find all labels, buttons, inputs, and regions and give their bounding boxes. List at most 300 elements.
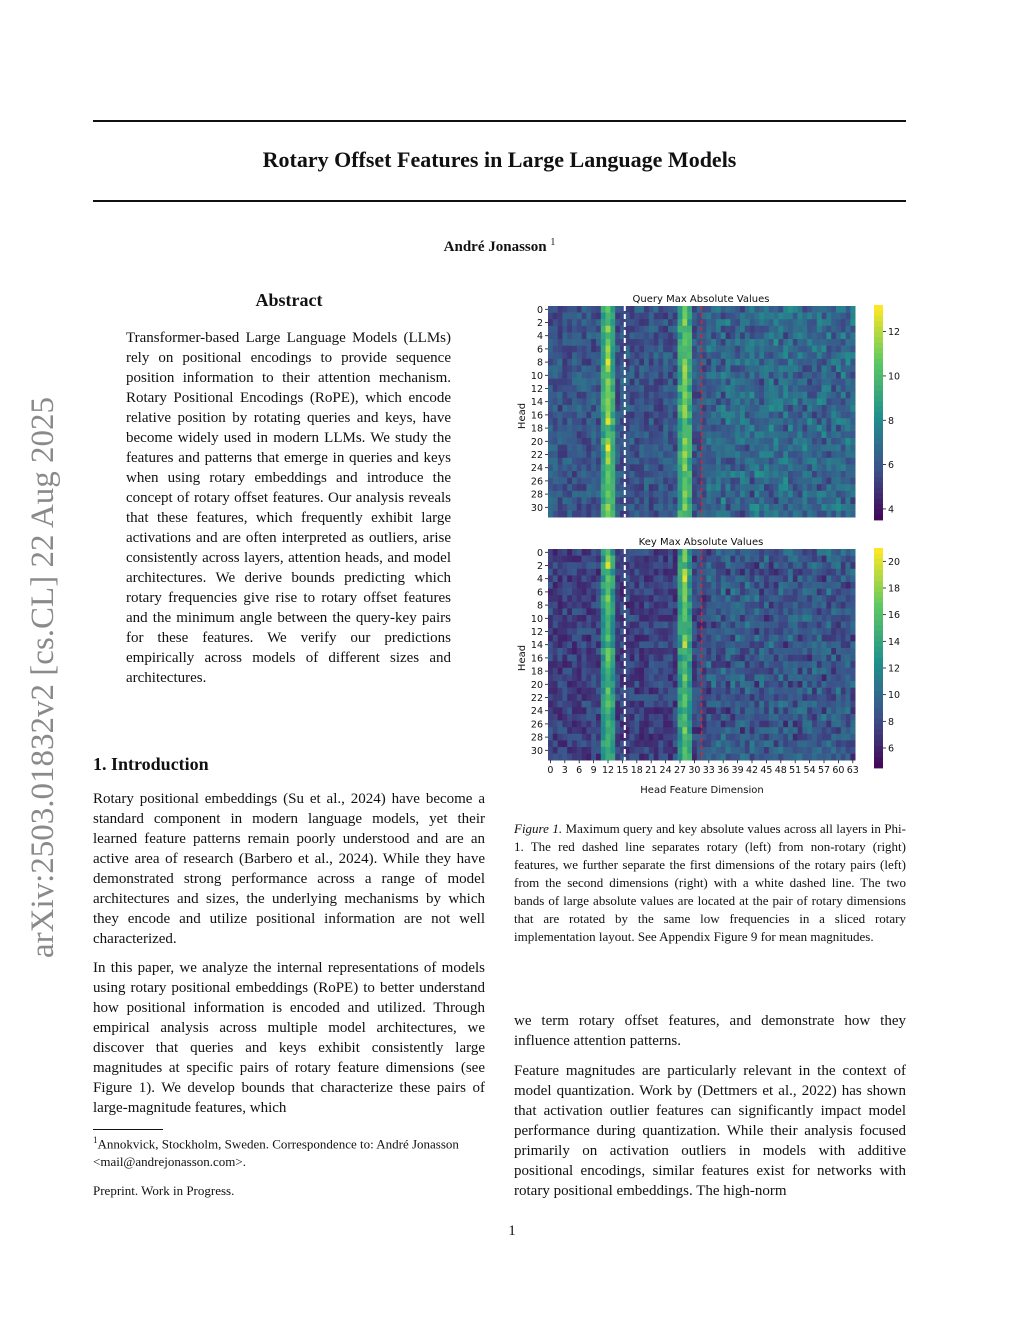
key-heatmap-cell xyxy=(606,721,611,728)
query-heatmap-cell xyxy=(759,491,764,498)
query-heatmap-cell xyxy=(654,497,659,504)
query-heatmap-cell xyxy=(596,319,601,326)
key-heatmap-cell xyxy=(798,628,803,635)
y-tick-label: 24 xyxy=(530,463,543,475)
key-heatmap-cell xyxy=(831,556,836,563)
key-heatmap-cell xyxy=(783,648,788,655)
query-heatmap-cell xyxy=(553,385,558,392)
query-heatmap-cell xyxy=(721,491,726,498)
key-heatmap-cell xyxy=(630,661,635,668)
query-heatmap-cell xyxy=(802,306,807,313)
query-heatmap-cell xyxy=(802,332,807,339)
query-heatmap-cell xyxy=(649,372,654,379)
query-heatmap-cell xyxy=(562,471,567,478)
query-heatmap-cell xyxy=(769,471,774,478)
key-heatmap-cell xyxy=(798,589,803,596)
query-heatmap-cell xyxy=(759,431,764,438)
key-heatmap-cell xyxy=(567,556,572,563)
query-heatmap-cell xyxy=(778,445,783,452)
query-heatmap-cell xyxy=(759,458,764,465)
key-heatmap-cell xyxy=(663,569,668,576)
query-heatmap-cell xyxy=(548,425,553,432)
query-heatmap-cell xyxy=(630,491,635,498)
query-heatmap-cell xyxy=(711,431,716,438)
query-heatmap-cell xyxy=(658,379,663,386)
query-heatmap-cell xyxy=(812,385,817,392)
query-heatmap-cell xyxy=(601,313,606,320)
key-heatmap-cell xyxy=(572,714,577,721)
query-heatmap-cell xyxy=(567,306,572,313)
query-heatmap-cell xyxy=(582,491,587,498)
key-heatmap-cell xyxy=(548,655,553,662)
query-heatmap-cell xyxy=(586,418,591,425)
query-heatmap-cell xyxy=(721,326,726,333)
query-heatmap-cell xyxy=(658,359,663,366)
key-heatmap-cell xyxy=(706,562,711,569)
query-heatmap-cell xyxy=(702,359,707,366)
query-heatmap-cell xyxy=(668,319,673,326)
key-heatmap-cell xyxy=(644,648,649,655)
key-heatmap-cell xyxy=(572,569,577,576)
key-heatmap-cell xyxy=(783,668,788,675)
query-heatmap-cell xyxy=(730,326,735,333)
key-heatmap-cell xyxy=(606,747,611,754)
query-heatmap-cell xyxy=(567,504,572,511)
key-heatmap-cell xyxy=(721,608,726,615)
query-heatmap-cell xyxy=(630,405,635,412)
key-heatmap-cell xyxy=(644,721,649,728)
query-heatmap-cell xyxy=(615,306,620,313)
key-heatmap-cell xyxy=(673,562,678,569)
key-heatmap-cell xyxy=(572,622,577,629)
key-heatmap-cell xyxy=(582,628,587,635)
key-heatmap-cell xyxy=(582,707,587,714)
query-heatmap-cell xyxy=(850,346,855,353)
query-heatmap-cell xyxy=(726,504,731,511)
key-heatmap-cell xyxy=(826,754,831,761)
key-heatmap-cell xyxy=(716,655,721,662)
query-heatmap-cell xyxy=(774,319,779,326)
key-heatmap-cell xyxy=(548,754,553,761)
query-heatmap-cell xyxy=(654,372,659,379)
key-heatmap-cell xyxy=(678,688,683,695)
key-heatmap-cell xyxy=(807,747,812,754)
key-heatmap-cell xyxy=(634,622,639,629)
key-heatmap-cell xyxy=(596,674,601,681)
query-heatmap-cell xyxy=(769,365,774,372)
query-heatmap-cell xyxy=(702,418,707,425)
key-heatmap-cell xyxy=(812,622,817,629)
key-heatmap-cell xyxy=(591,589,596,596)
query-heatmap-cell xyxy=(663,464,668,471)
key-heatmap-cell xyxy=(730,556,735,563)
query-heatmap-cell xyxy=(610,511,615,518)
query-heatmap-cell xyxy=(582,405,587,412)
key-heatmap-cell xyxy=(577,701,582,708)
key-heatmap-cell xyxy=(639,602,644,609)
key-heatmap-cell xyxy=(644,740,649,747)
query-heatmap-cell xyxy=(740,438,745,445)
query-heatmap-cell xyxy=(798,346,803,353)
key-heatmap-cell xyxy=(754,562,759,569)
query-heatmap-cell xyxy=(562,445,567,452)
query-heatmap-cell xyxy=(754,491,759,498)
query-heatmap-cell xyxy=(572,326,577,333)
query-heatmap-cell xyxy=(682,412,687,419)
query-heatmap-cell xyxy=(817,313,822,320)
query-heatmap-cell xyxy=(577,431,582,438)
query-heatmap-cell xyxy=(735,306,740,313)
key-heatmap-cell xyxy=(730,648,735,655)
key-heatmap-cell xyxy=(615,582,620,589)
key-heatmap-cell xyxy=(654,734,659,741)
key-heatmap-cell xyxy=(788,595,793,602)
key-heatmap-cell xyxy=(668,549,673,556)
query-heatmap-cell xyxy=(586,471,591,478)
query-heatmap-cell xyxy=(668,471,673,478)
key-heatmap-cell xyxy=(649,569,654,576)
key-heatmap-cell xyxy=(591,740,596,747)
key-heatmap-cell xyxy=(740,674,745,681)
key-heatmap-cell xyxy=(750,701,755,708)
query-heatmap-cell xyxy=(678,504,683,511)
query-heatmap-cell xyxy=(817,392,822,399)
query-heatmap-cell xyxy=(822,306,827,313)
key-heatmap-cell xyxy=(740,688,745,695)
key-heatmap-cell xyxy=(778,608,783,615)
query-colorbar xyxy=(874,305,900,520)
key-heatmap-cell xyxy=(745,602,750,609)
query-heatmap-cell xyxy=(548,418,553,425)
query-heatmap-cell xyxy=(822,497,827,504)
query-heatmap-cell xyxy=(591,339,596,346)
query-heatmap-cell xyxy=(558,438,563,445)
query-heatmap-cell xyxy=(630,504,635,511)
key-heatmap-cell xyxy=(658,701,663,708)
query-heatmap-cell xyxy=(850,385,855,392)
key-heatmap-cell xyxy=(783,635,788,642)
key-heatmap-cell xyxy=(702,628,707,635)
key-heatmap-cell xyxy=(562,602,567,609)
key-heatmap-cell xyxy=(846,608,851,615)
query-heatmap-cell xyxy=(644,326,649,333)
key-heatmap-cell xyxy=(649,747,654,754)
query-heatmap-cell xyxy=(639,379,644,386)
key-heatmap-cell xyxy=(658,707,663,714)
query-heatmap-cell xyxy=(745,464,750,471)
key-heatmap-cell xyxy=(802,589,807,596)
key-heatmap-cell xyxy=(586,549,591,556)
key-heatmap-cell xyxy=(553,595,558,602)
key-heatmap-cell xyxy=(798,721,803,728)
query-heatmap-cell xyxy=(706,438,711,445)
key-heatmap-cell xyxy=(745,628,750,635)
query-heatmap-cell xyxy=(716,458,721,465)
key-heatmap-cell xyxy=(644,602,649,609)
query-heatmap-cell xyxy=(841,418,846,425)
query-heatmap-cell xyxy=(740,352,745,359)
key-heatmap-cell xyxy=(817,569,822,576)
key-heatmap-cell xyxy=(654,674,659,681)
key-heatmap-cell xyxy=(730,668,735,675)
key-heatmap-cell xyxy=(783,602,788,609)
key-heatmap-cell xyxy=(831,575,836,582)
query-heatmap-cell xyxy=(711,306,716,313)
query-heatmap-cell xyxy=(678,458,683,465)
key-heatmap-cell xyxy=(711,674,716,681)
key-heatmap-cell xyxy=(836,754,841,761)
query-heatmap-cell xyxy=(567,431,572,438)
query-heatmap-cell xyxy=(783,504,788,511)
key-heatmap-cell xyxy=(630,575,635,582)
key-heatmap-cell xyxy=(798,668,803,675)
key-heatmap-cell xyxy=(678,681,683,688)
query-heatmap-cell xyxy=(649,478,654,485)
query-heatmap-cell xyxy=(615,425,620,432)
key-heatmap-cell xyxy=(644,569,649,576)
query-heatmap-cell xyxy=(553,484,558,491)
key-heatmap-cell xyxy=(716,694,721,701)
key-heatmap-cell xyxy=(663,701,668,708)
key-heatmap-cell xyxy=(668,575,673,582)
query-heatmap-cell xyxy=(610,352,615,359)
key-heatmap-cell xyxy=(596,589,601,596)
query-heatmap-cell xyxy=(745,352,750,359)
query-heatmap-cell xyxy=(750,471,755,478)
query-heatmap-cell xyxy=(831,438,836,445)
key-heatmap-cell xyxy=(807,681,812,688)
key-heatmap-cell xyxy=(793,721,798,728)
key-heatmap-cell xyxy=(567,641,572,648)
query-heatmap-cell xyxy=(759,313,764,320)
key-heatmap-cell xyxy=(610,556,615,563)
key-heatmap-cell xyxy=(759,714,764,721)
key-heatmap-cell xyxy=(658,655,663,662)
query-heatmap-cell xyxy=(591,451,596,458)
key-heatmap-cell xyxy=(822,694,827,701)
key-heatmap-cell xyxy=(644,661,649,668)
query-heatmap-cell xyxy=(682,346,687,353)
key-heatmap-cell xyxy=(730,674,735,681)
key-heatmap-cell xyxy=(558,556,563,563)
key-heatmap-cell xyxy=(644,575,649,582)
query-heatmap-cell xyxy=(692,431,697,438)
query-heatmap-cell xyxy=(778,379,783,386)
query-heatmap-cell xyxy=(711,451,716,458)
key-heatmap-cell xyxy=(831,688,836,695)
key-heatmap-cell xyxy=(644,615,649,622)
query-heatmap-cell xyxy=(745,504,750,511)
query-heatmap-cell xyxy=(778,425,783,432)
query-heatmap-cell xyxy=(769,379,774,386)
key-heatmap-cell xyxy=(778,641,783,648)
query-heatmap-cell xyxy=(548,313,553,320)
key-heatmap-cell xyxy=(721,622,726,629)
query-heatmap-cell xyxy=(778,418,783,425)
query-heatmap-cell xyxy=(841,326,846,333)
key-heatmap-cell xyxy=(639,608,644,615)
key-heatmap-cell xyxy=(586,582,591,589)
key-heatmap-cell xyxy=(567,681,572,688)
query-heatmap-cell xyxy=(774,418,779,425)
key-heatmap-cell xyxy=(774,694,779,701)
key-heatmap-cell xyxy=(759,569,764,576)
query-heatmap-cell xyxy=(841,497,846,504)
query-heatmap-cell xyxy=(673,464,678,471)
key-heatmap-cell xyxy=(802,575,807,582)
query-heatmap-cell xyxy=(726,352,731,359)
query-heatmap-cell xyxy=(817,385,822,392)
query-heatmap-cell xyxy=(610,497,615,504)
query-heatmap-cell xyxy=(601,471,606,478)
query-heatmap-cell xyxy=(798,431,803,438)
key-heatmap-cell xyxy=(798,602,803,609)
key-heatmap-cell xyxy=(769,668,774,675)
query-heatmap-cell xyxy=(831,306,836,313)
query-heatmap-cell xyxy=(711,379,716,386)
query-heatmap-cell xyxy=(841,511,846,518)
query-heatmap-cell xyxy=(663,306,668,313)
key-heatmap-cell xyxy=(706,734,711,741)
query-heatmap-cell xyxy=(610,313,615,320)
query-heatmap-cell xyxy=(735,405,740,412)
query-heatmap-cell xyxy=(673,392,678,399)
key-heatmap-cell xyxy=(634,556,639,563)
query-heatmap-cell xyxy=(649,497,654,504)
key-heatmap-cell xyxy=(682,582,687,589)
query-heatmap-cell xyxy=(639,385,644,392)
right-column-paragraph-1: we term rotary offset features, and demonstrate how they influence attention patterns. xyxy=(514,1013,906,1049)
key-heatmap-cell xyxy=(678,589,683,596)
key-heatmap-cell xyxy=(846,641,851,648)
query-heatmap-cell xyxy=(567,352,572,359)
query-heatmap-cell xyxy=(822,326,827,333)
query-heatmap-cell xyxy=(567,425,572,432)
query-heatmap-cell xyxy=(750,484,755,491)
key-heatmap-cell xyxy=(562,589,567,596)
key-heatmap-cell xyxy=(644,701,649,708)
key-heatmap-cell xyxy=(687,595,692,602)
key-heatmap-cell xyxy=(846,628,851,635)
query-heatmap-cell xyxy=(735,359,740,366)
key-heatmap-cell xyxy=(740,668,745,675)
query-heatmap-cell xyxy=(654,491,659,498)
query-heatmap-cell xyxy=(668,359,673,366)
key-heatmap-cell xyxy=(562,714,567,721)
key-heatmap-cell xyxy=(658,681,663,688)
query-heatmap-cell xyxy=(788,497,793,504)
key-heatmap-cell xyxy=(817,740,822,747)
key-heatmap-cell xyxy=(548,608,553,615)
key-heatmap-cell xyxy=(586,622,591,629)
colorbar-segment xyxy=(874,310,883,316)
key-heatmap-cell xyxy=(850,714,855,721)
query-heatmap-cell xyxy=(692,379,697,386)
key-heatmap-cell xyxy=(740,655,745,662)
key-heatmap-cell xyxy=(826,615,831,622)
query-heatmap-cell xyxy=(841,346,846,353)
key-heatmap-cell xyxy=(692,608,697,615)
key-heatmap-cell xyxy=(846,648,851,655)
query-heatmap-cell xyxy=(798,385,803,392)
key-heatmap-cell xyxy=(788,608,793,615)
y-tick-label: 14 xyxy=(530,397,543,409)
query-heatmap-cell xyxy=(778,451,783,458)
query-heatmap-cell xyxy=(582,458,587,465)
query-heatmap-cell xyxy=(548,451,553,458)
query-heatmap-cell xyxy=(730,458,735,465)
query-heatmap-cell xyxy=(634,332,639,339)
key-heatmap-cell xyxy=(673,688,678,695)
key-heatmap-cell xyxy=(615,628,620,635)
query-heatmap-cell xyxy=(735,346,740,353)
query-heatmap-cell xyxy=(836,451,841,458)
x-tick-label: 63 xyxy=(846,765,859,777)
query-heatmap-cell xyxy=(630,418,635,425)
query-heatmap-cell xyxy=(817,451,822,458)
key-heatmap-cell xyxy=(841,569,846,576)
query-heatmap-cell xyxy=(682,491,687,498)
query-heatmap-cell xyxy=(591,352,596,359)
query-heatmap-cell xyxy=(682,392,687,399)
query-heatmap-cell xyxy=(759,379,764,386)
query-heatmap-cell xyxy=(812,464,817,471)
key-heatmap-cell xyxy=(682,562,687,569)
query-heatmap-cell xyxy=(634,379,639,386)
query-heatmap-cell xyxy=(634,412,639,419)
key-heatmap-cell xyxy=(606,727,611,734)
query-heatmap-cell xyxy=(721,471,726,478)
key-heatmap-cell xyxy=(774,714,779,721)
x-tick-label: 36 xyxy=(717,765,730,777)
key-heatmap-cell xyxy=(558,582,563,589)
key-heatmap-cell xyxy=(596,707,601,714)
key-heatmap-cell xyxy=(668,727,673,734)
key-heatmap-cell xyxy=(673,549,678,556)
query-heatmap-cell xyxy=(706,326,711,333)
key-heatmap-cell xyxy=(668,688,673,695)
query-heatmap-cell xyxy=(750,491,755,498)
key-heatmap-cell xyxy=(817,707,822,714)
query-heatmap-cell xyxy=(841,319,846,326)
key-heatmap-cell xyxy=(826,589,831,596)
query-heatmap-cell xyxy=(802,471,807,478)
query-heatmap-cell xyxy=(711,332,716,339)
key-heatmap-cell xyxy=(726,628,731,635)
query-heatmap-cell xyxy=(788,352,793,359)
query-heatmap-cell xyxy=(735,484,740,491)
key-heatmap-cell xyxy=(687,602,692,609)
key-heatmap-cell xyxy=(553,721,558,728)
key-heatmap-cell xyxy=(841,668,846,675)
query-heatmap-cell xyxy=(634,359,639,366)
query-heatmap-cell xyxy=(654,339,659,346)
query-heatmap-cell xyxy=(798,313,803,320)
query-heatmap-cell xyxy=(807,438,812,445)
query-heatmap-cell xyxy=(711,359,716,366)
key-heatmap-cell xyxy=(759,674,764,681)
key-heatmap-cell xyxy=(591,747,596,754)
query-heatmap-cell xyxy=(716,365,721,372)
query-heatmap-cell xyxy=(572,497,577,504)
query-heatmap-cell xyxy=(774,352,779,359)
key-heatmap-cell xyxy=(702,575,707,582)
key-heatmap-cell xyxy=(644,688,649,695)
key-heatmap-cell xyxy=(663,734,668,741)
key-heatmap-cell xyxy=(649,608,654,615)
query-heatmap-cell xyxy=(745,451,750,458)
key-heatmap-cell xyxy=(630,549,635,556)
